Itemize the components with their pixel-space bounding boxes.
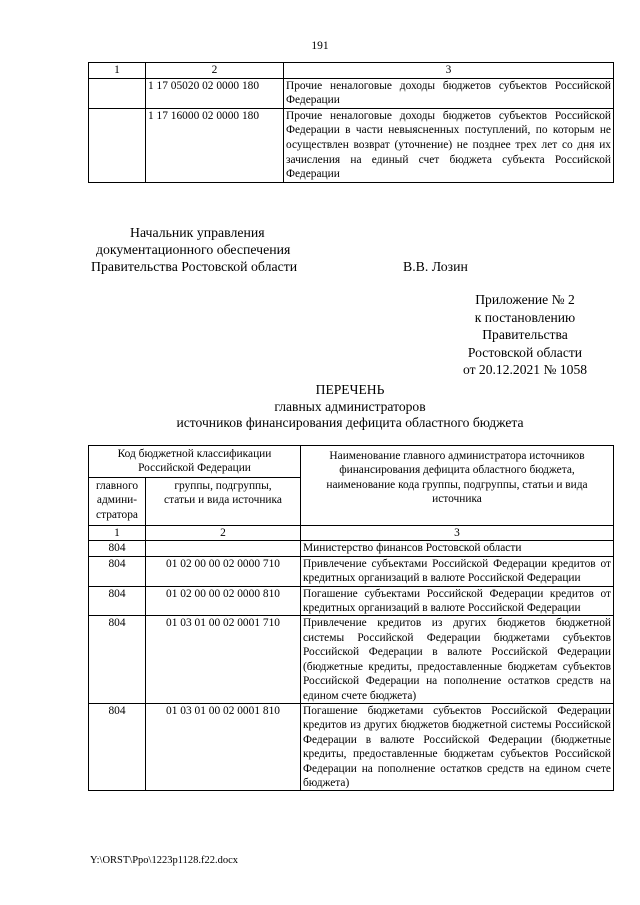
appendix-line-2: к постановлению <box>474 309 576 325</box>
top-row-2-code: 1 17 16000 02 0000 180 <box>146 108 284 182</box>
top-row-2-name: Прочие неналоговые доходы бюджетов субъектов Российской Федерации в части невыясненных поступлений, по которым не осуществлен возврат (уточнение) не позднее трех лет со дня их зачисления на единый счет бюджета субъекта Российской Федерации <box>284 108 614 182</box>
signature-line-3: Правительства Ростовской области <box>91 259 298 274</box>
file-path-footer: Y:\ORST\Ppo\1223p1128.f22.docx <box>90 855 238 866</box>
table-row <box>89 108 614 182</box>
top-row-1-code: 1 17 05020 02 0000 180 <box>146 78 284 108</box>
main-table <box>88 445 614 791</box>
row-5-name: Погашение бюджетами субъектов Российской Федерации кредитов из других бюджетов бюджетной системы Российской Федерации в валюте Российской Федерации (бюджетные кредиты, предоставленные бюджетам субъектов Российской Федерации на пополнение остатков средств на едином счете бюджета) <box>301 703 614 790</box>
row-1-code <box>146 541 301 556</box>
document-title <box>100 382 600 432</box>
signature-line-1: Начальник управления <box>130 225 265 240</box>
signatory-name: В.В. Лозин <box>403 259 468 274</box>
main-table-header-row-1 <box>89 446 614 478</box>
signature-line-2: документационного обеспечения <box>96 242 291 257</box>
row-3-name: Погашение субъектами Российской Федерации кредитов от кредитных организаций в валюте Российской Федерации <box>301 586 614 616</box>
appendix-block <box>430 291 620 379</box>
title-line-3: источников финансирования дефицита областного бюджета <box>176 415 524 430</box>
header-group-code: группы, подгруппы, статьи и вида источника <box>146 477 301 525</box>
top-row-1-col1 <box>89 78 146 108</box>
row-2-code: 01 02 00 00 02 0000 710 <box>146 556 301 586</box>
table-row <box>89 78 614 108</box>
header-name: Наименование главного администратора источников финансирования дефицита областного бюджета, наименование кода группы, подгруппы, статьи и вида источника <box>301 446 614 526</box>
header-code-group: Код бюджетной классификации Российской Федерации <box>89 446 301 478</box>
top-col-number-1: 1 <box>89 63 146 79</box>
row-3-code: 01 02 00 00 02 0000 810 <box>146 586 301 616</box>
table-row <box>89 616 614 703</box>
top-table <box>88 62 614 183</box>
header-admin-code: главного админи-стратора <box>89 477 146 525</box>
title-line-1: ПЕРЕЧЕНЬ <box>315 382 385 397</box>
row-3-admin: 804 <box>89 586 146 616</box>
appendix-line-1: Приложение № 2 <box>475 292 575 307</box>
appendix-line-5: от 20.12.2021 № 1058 <box>462 362 588 377</box>
appendix-line-3: Правительства <box>482 327 568 342</box>
top-row-2-col1 <box>89 108 146 182</box>
top-col-number-3: 3 <box>284 63 614 79</box>
title-line-2: главных администраторов <box>274 398 426 414</box>
top-col-number-2: 2 <box>146 63 284 79</box>
table-row <box>89 556 614 586</box>
row-5-admin: 804 <box>89 703 146 790</box>
top-row-1-name: Прочие неналоговые доходы бюджетов субъектов Российской Федерации <box>284 78 614 108</box>
main-col-number-3: 3 <box>301 526 614 541</box>
row-4-code: 01 03 01 00 02 0001 710 <box>146 616 301 703</box>
table-row <box>89 703 614 790</box>
main-table-col-numbers <box>89 526 614 541</box>
row-2-name: Привлечение субъектами Российской Федерации кредитов от кредитных организаций в валюте Российской Федерации <box>301 556 614 586</box>
table-row <box>89 541 614 556</box>
row-4-name: Привлечение кредитов из других бюджетов бюджетной системы Российской Федерации бюджетами субъектов Российской Федерации в валюте Российской Федерации (бюджетные кредиты, предоставленные бюджетам субъектов Российской Федерации на пополнение остатков средств на едином счете бюджета) <box>301 616 614 703</box>
page-number: 191 <box>311 40 329 52</box>
row-2-admin: 804 <box>89 556 146 586</box>
row-5-code: 01 03 01 00 02 0001 810 <box>146 703 301 790</box>
row-1-name: Министерство финансов Ростовской области <box>301 541 614 556</box>
table-row <box>89 586 614 616</box>
appendix-line-4: Ростовской области <box>467 344 583 360</box>
main-col-number-2: 2 <box>146 526 301 541</box>
row-4-admin: 804 <box>89 616 146 703</box>
row-1-admin: 804 <box>89 541 146 556</box>
main-col-number-1: 1 <box>89 526 146 541</box>
top-table-header-row <box>89 63 614 79</box>
